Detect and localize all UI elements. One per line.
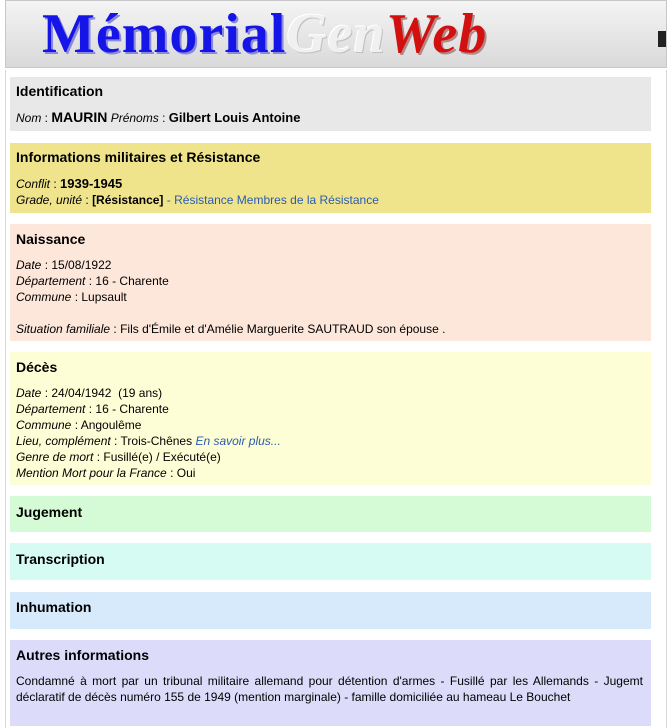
- departement-value: 16 - Charente: [95, 402, 169, 416]
- conflit-value: 1939-1945: [60, 176, 123, 191]
- commune-label: Commune: [16, 290, 72, 304]
- site-logo[interactable]: [42, 3, 487, 65]
- autres-informations-text: Condamné à mort par un tribunal militaire allemand pour détention d'armes - Fusillé par les Allemands - Jugemt déclaratif de décès numéro 155 de 1949 (mention marginale) - famille domiciliée au hameau Le Bouchet: [16, 674, 643, 704]
- situation-label: Situation familiale: [16, 322, 111, 336]
- section-title: Informations militaires et Résistance: [16, 149, 261, 165]
- section-title: Identification: [16, 83, 104, 99]
- grade-value: [Résistance]: [92, 193, 164, 207]
- deces-commune-line: Commune : Angoulême: [16, 418, 142, 432]
- naissance-date-line: Date : 15/08/1922: [16, 258, 112, 272]
- resistance-link[interactable]: - Résistance Membres de la Résistance: [166, 193, 379, 207]
- situation-value: Fils d'Émile et d'Amélie Marguerite SAUTRAUD son épouse .: [120, 322, 446, 336]
- name-line: Nom : MAURIN Prénoms : Gilbert Louis Antoine: [16, 109, 301, 125]
- section-title: Inhumation: [16, 599, 92, 615]
- section-militaire: [10, 143, 651, 213]
- section-title: Décès: [16, 359, 58, 375]
- situation-line: Situation familiale : Fils d'Émile et d'Amélie Marguerite SAUTRAUD son épouse .: [16, 322, 446, 336]
- section-deces: [10, 352, 651, 485]
- conflit-line: Conflit : 1939-1945: [16, 176, 123, 191]
- section-jugement: [10, 496, 651, 532]
- prenoms-label: Prénoms: [110, 111, 159, 125]
- nom-value: MAURIN: [51, 109, 108, 125]
- commune-value: Angoulême: [80, 418, 142, 432]
- date-label: Date: [16, 258, 42, 272]
- lieu-label: Lieu, complément: [16, 434, 111, 448]
- section-transcription: [10, 543, 651, 580]
- en-savoir-plus-link[interactable]: En savoir plus...: [195, 434, 281, 448]
- logo-edge-mark: [658, 31, 666, 47]
- site-banner: [5, 0, 667, 68]
- section-title: Autres informations: [16, 647, 150, 663]
- commune-label: Commune: [16, 418, 72, 432]
- deces-dept-line: Département : 16 - Charente: [16, 402, 169, 416]
- grade-label: Grade, unité: [16, 193, 83, 207]
- section-naissance: [10, 224, 651, 341]
- logo-text-memorial: Mémorial: [42, 3, 287, 65]
- section-title: Jugement: [16, 504, 83, 520]
- deces-mention-line: Mention Mort pour la France : Oui: [16, 466, 196, 480]
- grade-line: Grade, unité : [Résistance] - Résistance Membres de la Résistance: [16, 193, 379, 207]
- naissance-commune-line: Commune : Lupsault: [16, 290, 127, 304]
- mention-value: Oui: [176, 466, 196, 480]
- genre-value: Fusillé(e) / Exécuté(e): [103, 450, 221, 464]
- logo-text-gen: Gen: [286, 3, 386, 65]
- departement-value: 16 - Charente: [95, 274, 169, 288]
- date-value: 15/08/1922: [51, 258, 112, 272]
- date-value: 24/04/1942 (19 ans): [51, 386, 163, 400]
- mention-label: Mention Mort pour la France: [16, 466, 167, 480]
- deces-lieu-line: Lieu, complément : Trois-Chênes En savoir plus...: [16, 434, 281, 448]
- deces-date-line: Date : 24/04/1942 (19 ans): [16, 386, 163, 400]
- genre-label: Genre de mort: [16, 450, 94, 464]
- departement-label: Département: [16, 274, 86, 288]
- commune-value: Lupsault: [81, 290, 127, 304]
- lieu-value: Trois-Chênes: [120, 434, 193, 448]
- nom-label: Nom: [16, 111, 42, 125]
- section-inhumation: [10, 592, 651, 629]
- prenoms-value: Gilbert Louis Antoine: [168, 110, 301, 125]
- section-autres-informations: [10, 640, 651, 726]
- section-title: Transcription: [16, 551, 105, 567]
- date-label: Date: [16, 386, 42, 400]
- conflit-label: Conflit: [16, 177, 51, 191]
- naissance-dept-line: Département : 16 - Charente: [16, 274, 169, 288]
- section-title: Naissance: [16, 231, 86, 247]
- deces-genre-line: Genre de mort : Fusillé(e) / Exécuté(e): [16, 450, 221, 464]
- departement-label: Département: [16, 402, 86, 416]
- logo-text-web: Web: [385, 3, 488, 65]
- section-identification: [10, 77, 651, 131]
